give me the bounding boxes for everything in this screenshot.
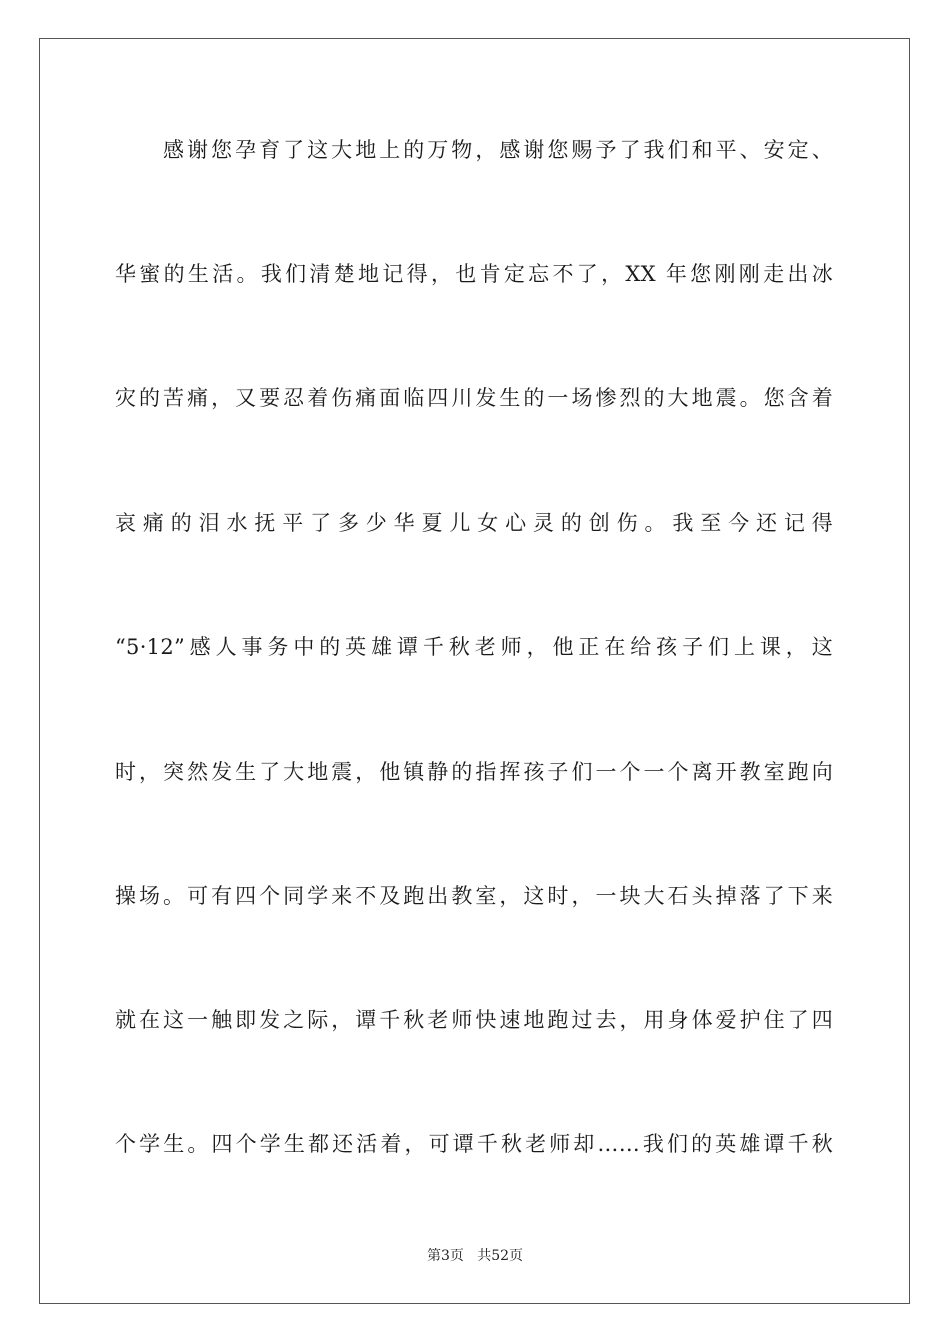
current-page-number: 3 [440, 1248, 450, 1264]
text-line-8: 就在这一触即发之际，谭千秋老师快速地跑过去，用身体爱护住了四 [115, 1008, 833, 1032]
page-number-footer [0, 1246, 950, 1266]
text-line-2: 华蜜的生活。我们清楚地记得，也肯定忘不了，XX 年您刚刚走出冰 [115, 262, 833, 286]
total-label-prefix: 共 [477, 1248, 492, 1264]
text-line-6: 时，突然发生了大地震，他镇静的指挥孩子们一个一个离开教室跑向 [115, 760, 833, 784]
total-label-suffix: 页 [509, 1248, 524, 1264]
page-border [39, 38, 910, 1304]
text-line-9: 个学生。四个学生都还活着，可谭千秋老师却……我们的英雄谭千秋 [115, 1132, 833, 1156]
page-label-suffix: 页 [449, 1248, 464, 1264]
text-line-5: “5·12”感人事务中的英雄谭千秋老师，他正在给孩子们上课，这 [115, 635, 833, 659]
text-line-1: 感谢您孕育了这大地上的万物，感谢您赐予了我们和平、安定、 [163, 138, 833, 162]
text-line-7: 操场。可有四个同学来不及跑出教室，这时，一块大石头掉落了下来 [115, 884, 833, 908]
text-line-3: 灾的苦痛，又要忍着伤痛面临四川发生的一场惨烈的大地震。您含着 [115, 386, 833, 410]
text-line-4: 哀痛的泪水抚平了多少华夏儿女心灵的创伤。我至今还记得 [115, 511, 833, 535]
page-label-prefix: 第 [426, 1248, 441, 1264]
total-page-count: 52 [491, 1248, 510, 1264]
